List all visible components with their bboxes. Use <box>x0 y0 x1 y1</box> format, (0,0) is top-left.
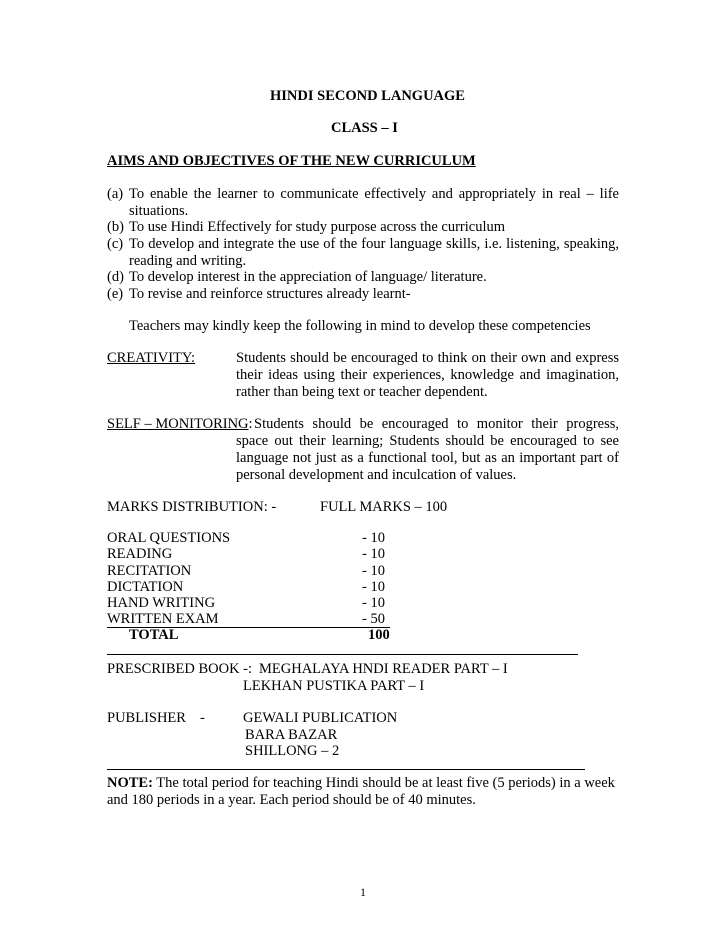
prescribed-book-line2: LEKHAN PUSTIKA PART – I <box>243 678 425 694</box>
marks-row-name: ORAL QUESTIONS <box>107 530 231 546</box>
publisher-line2: BARA BAZAR <box>245 727 338 743</box>
marks-row-name: READING <box>107 546 173 562</box>
item-label: (a) <box>107 186 124 202</box>
marks-row-name: WRITTEN EXAM <box>107 611 219 627</box>
teachers-note: Teachers may kindly keep the following in mind to develop these competencies <box>129 318 591 334</box>
publisher-line3: SHILLONG – 2 <box>245 743 340 759</box>
item-text: To develop interest in the appreciation of language/ literature. <box>129 269 487 285</box>
document-title: HINDI SECOND LANGUAGE <box>270 88 465 104</box>
aims-item-b <box>107 219 619 236</box>
prescribed-book-line1: MEGHALAYA HNDI READER PART – I <box>259 661 508 677</box>
prescribed-book-label: PRESCRIBED BOOK -: <box>107 661 253 677</box>
total-label: TOTAL <box>129 627 179 643</box>
document-page <box>107 0 619 942</box>
item-text: To develop and integrate the use of the four language skills, i.e. listening, speaking, reading and writing. <box>129 236 619 269</box>
aims-item-e <box>107 286 619 303</box>
full-marks: FULL MARKS – 100 <box>320 499 448 515</box>
marks-row-value: - 50 <box>362 611 385 627</box>
marks-row-name: RECITATION <box>107 563 192 579</box>
creativity-text: Students should be encouraged to think on their own and express their ideas using their experiences, knowledge and imagination, rather than being text or teacher dependent. <box>236 350 619 400</box>
marks-row-value: - 10 <box>362 579 385 595</box>
note-label: NOTE: <box>107 775 153 791</box>
note-line1 <box>107 775 615 792</box>
class-heading: CLASS – I <box>331 120 398 136</box>
creativity-label: CREATIVITY: <box>107 350 196 366</box>
marks-row-value: - 10 <box>362 563 385 579</box>
marks-row-value: - 10 <box>362 546 385 562</box>
aims-item-a <box>107 186 619 220</box>
self-monitoring-label <box>107 416 253 433</box>
publisher-dash: - <box>200 710 205 726</box>
marks-distribution-label: MARKS DISTRIBUTION: - <box>107 499 277 515</box>
publisher-line1: GEWALI PUBLICATION <box>243 710 398 726</box>
aims-item-d <box>107 269 619 286</box>
item-text: To enable the learner to communicate effectively and appropriately in real – life situations. <box>129 186 619 219</box>
item-label: (d) <box>107 269 124 285</box>
self-monitoring-body: Students should be encouraged to monitor their progress, space out their learning; Students should be encouraged to see language not just as a functional tool, but as an important part of personal development and inculcation of values. <box>236 416 619 483</box>
item-label: (e) <box>107 286 124 302</box>
aims-heading: AIMS AND OBJECTIVES OF THE NEW CURRICULUM <box>107 153 476 169</box>
aims-item-c <box>107 236 619 270</box>
marks-row-value: - 10 <box>362 595 385 611</box>
item-label: (c) <box>107 236 124 252</box>
section-divider <box>107 654 578 655</box>
marks-row-name: HAND WRITING <box>107 595 216 611</box>
marks-row-name: DICTATION <box>107 579 184 595</box>
note-text: The total period for teaching Hindi should be at least five (5 periods) in a week <box>156 775 615 791</box>
section-divider <box>107 769 585 770</box>
self-monitoring-colon: : <box>248 416 253 432</box>
item-text: To use Hindi Effectively for study purpose across the curriculum <box>129 219 506 235</box>
total-value: 100 <box>368 627 390 643</box>
publisher-label: PUBLISHER <box>107 710 186 726</box>
self-monitoring-text <box>236 416 619 484</box>
item-label: (b) <box>107 219 124 235</box>
marks-row-value: - 10 <box>362 530 385 546</box>
page-number: 1 <box>360 885 366 899</box>
item-text: To revise and reinforce structures already learnt- <box>129 286 411 302</box>
self-monitoring-title: SELF – MONITORING <box>107 416 249 432</box>
note-line2: and 180 periods in a year. Each period should be of 40 minutes. <box>107 792 476 808</box>
